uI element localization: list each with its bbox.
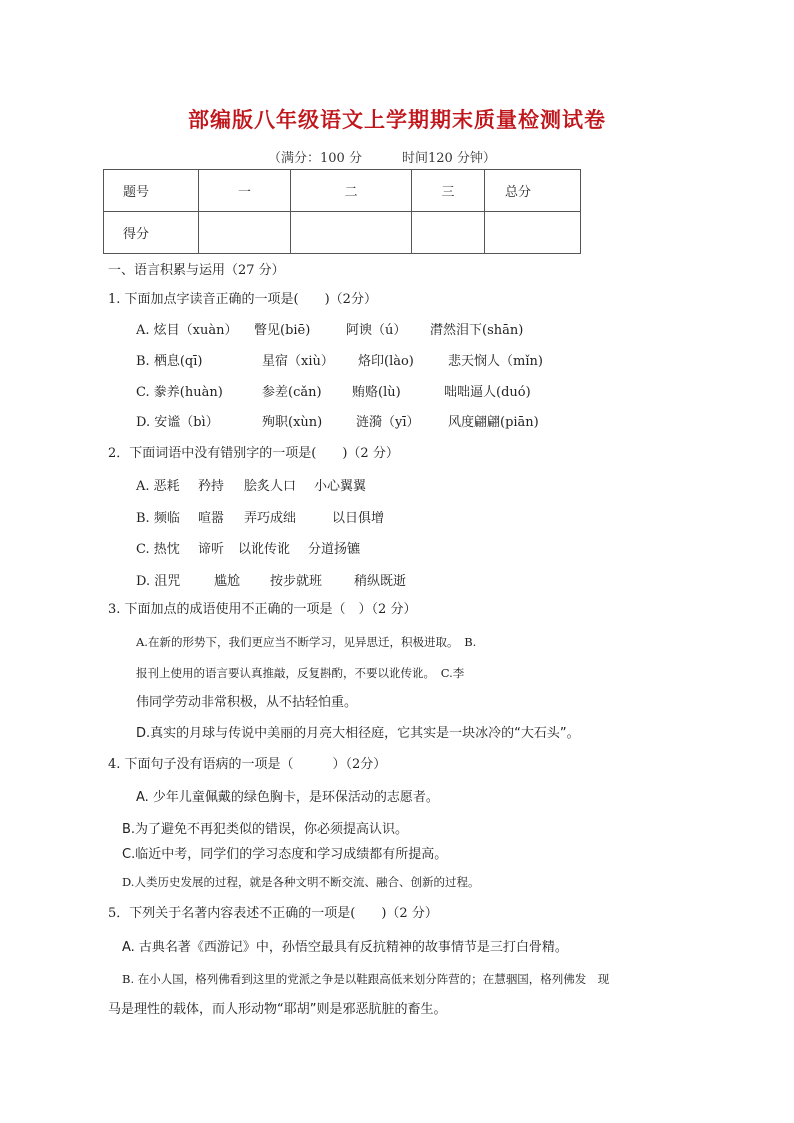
score-table-header-row [104,170,581,212]
option-term: 分道扬镳 [308,542,361,557]
question-4-option-c: C.临近中考，同学们的学习态度和学习成绩都有所提高。 [122,847,448,862]
question-4-option-d: D.人类历史发展的过程，就是各种文明不断交流、融合、创新的过程。 [122,875,480,889]
exam-info [268,147,496,166]
question-3-line-2: 报刊上使用的语言要认真推敲，反复斟酌，不要以讹传讹。 C.李 [136,666,465,680]
question-5-option-a: A. 古典名著《西游记》中，孙悟空最具有反抗精神的故事情节是三打白骨精。 [122,940,568,955]
question-1-option-c [136,384,531,402]
question-4-stem: 4. 下面句子没有语病的一项是（ ）（2分） [108,757,387,772]
option-term: 风度翩翩(piān) [448,415,539,430]
question-2-option-b [136,510,384,528]
option-term: 矜持 [198,479,225,494]
question-5-option-b-line-1: B. 在小人国，格列佛看到这里的党派之争是以鞋跟高低来划分阵营的；在慧骃国，格列佛发 现 [122,972,610,986]
option-term: 涟漪（yī） [356,415,420,430]
option-term: C. 豢养(huàn) [136,385,223,400]
option-term: 稍纵既逝 [354,574,407,589]
option-term: 星宿（xiù） [262,354,334,369]
question-1-option-a [136,322,523,340]
score-cell-total[interactable] [485,212,581,254]
question-5-option-b-line-2: 马是理性的载体，而人形动物“耶胡”则是邪恶肮脏的畜生。 [108,1002,447,1017]
option-term: 参差(cǎn) [262,385,322,400]
option-term: 烙印(lào) [358,354,414,369]
option-term: 尴尬 [214,574,241,589]
option-term: B. 栖息(qī) [136,354,203,369]
score-cell-part-1[interactable] [199,212,291,254]
full-score-label: （满分：100 分 [268,151,362,166]
question-1-option-b [136,353,543,371]
option-term: 阿谀（ú） [346,323,407,338]
option-term: 小心翼翼 [314,479,367,494]
option-term: A. 恶耗 [136,479,180,494]
row-label-score: 得分 [104,212,199,254]
time-limit-label: 时间120 分钟） [401,151,496,166]
option-term: 谛听 [198,542,225,557]
question-1-stem: 1. 下面加点字读音正确的一项是( )（2分） [108,292,377,307]
question-3-line-3: 伟同学劳动非常积极，从不拈轻怕重。 [136,695,358,710]
question-2-option-a [136,478,366,496]
option-term: 殉职(xùn) [262,415,323,430]
option-term: 瞥见(biē) [254,323,311,338]
option-term: 以讹传讹 [238,542,291,557]
option-term: B. 频临 [136,511,180,526]
question-1-option-d [136,414,539,432]
section-heading: 一、语言积累与运用（27 分） [108,263,285,278]
score-cell-part-2[interactable] [291,212,412,254]
option-term: 以日俱增 [332,511,385,526]
question-4-option-a: A. 少年儿童佩戴的绿色胸卡，是环保活动的志愿者。 [136,790,439,805]
question-2-option-d [136,573,406,591]
option-term: 潸然泪下(shān) [430,323,524,338]
option-term: 悲天悯人（mǐn) [448,354,543,369]
header-question-number: 题号 [104,170,199,212]
option-term: 按步就班 [270,574,323,589]
header-total: 总分 [485,170,581,212]
option-term: 贿赂(lù) [352,385,401,400]
header-part-1: 一 [199,170,291,212]
header-part-3: 三 [412,170,485,212]
option-term: D. 沮咒 [136,574,181,589]
score-table [103,169,581,254]
question-4-option-b: B.为了避免不再犯类似的错误，你必须提高认识。 [122,822,409,837]
question-5-stem: 5．下列关于名著内容表述不正确的一项是( )（2 分） [108,906,438,921]
option-term: 喧嚣 [198,511,225,526]
score-table-score-row [104,212,581,254]
question-3-option-d: D.真实的月球与传说中美丽的月亮大相径庭，它其实是一块冰冷的“大石头”。 [136,726,580,741]
question-2-stem: 2．下面词语中没有错别字的一项是( )（2 分） [108,446,399,461]
header-part-2: 二 [291,170,412,212]
question-3-line-1: A.在新的形势下，我们更应当不断学习，见异思迁，积极进取。 B. [136,635,477,649]
option-term: A. 炫目（xuàn） [136,323,238,338]
score-cell-part-3[interactable] [412,212,485,254]
option-term: 脍炙人口 [244,479,297,494]
question-2-option-c [136,541,360,559]
option-term: C. 热忱 [136,542,180,557]
option-term: 咄咄逼人(duó) [444,385,531,400]
option-term: 弄巧成绌 [244,511,297,526]
option-term: D. 安谧（bì） [136,415,219,430]
page-title: 部编版八年级语文上学期期末质量检测试卷 [188,108,606,132]
question-3-stem: 3. 下面加点的成语使用不正确的一项是（ ）（2 分） [108,602,417,617]
